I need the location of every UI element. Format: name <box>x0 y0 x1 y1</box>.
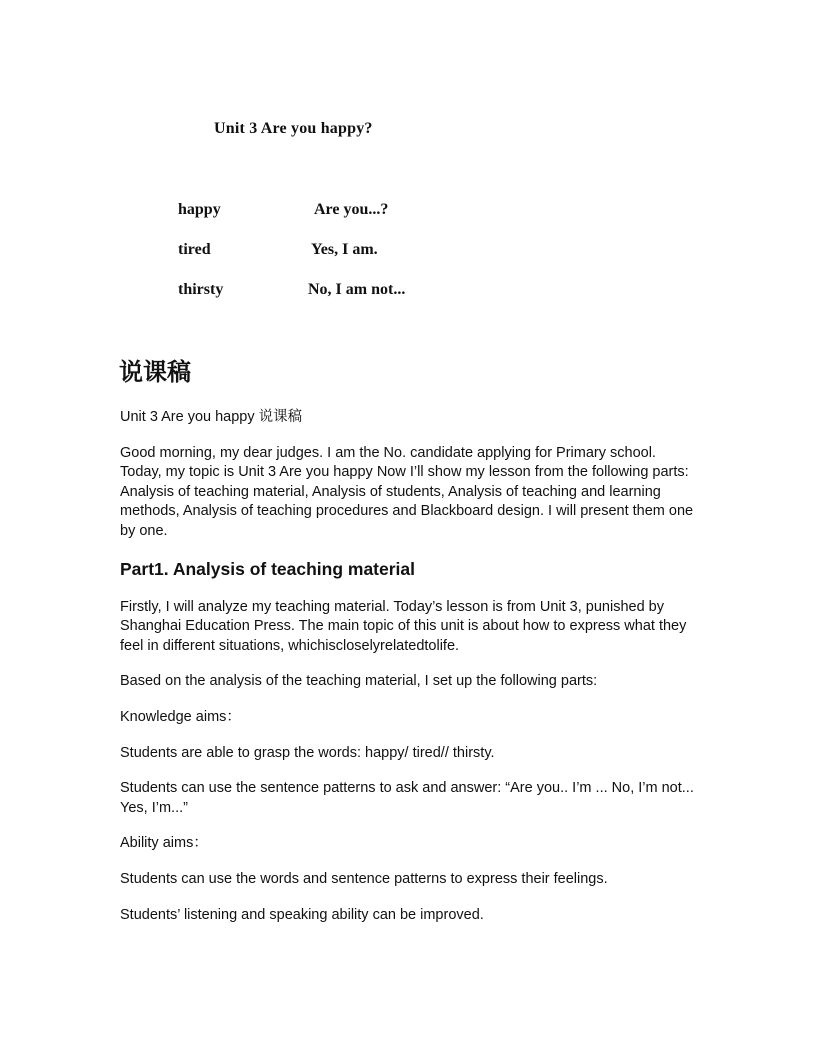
knowledge-aim-item: Students can use the sentence patterns to ask and answer: “Are you.. I’m ... No, I’m not... Yes, I’m...” <box>120 780 694 816</box>
blackboard-row <box>0 241 816 265</box>
part1-heading: Part1. Analysis of teaching material <box>120 558 416 579</box>
knowledge-aims-label: Knowledge aims： <box>120 708 241 725</box>
ability-aim-item: Students can use the words and sentence patterns to express their feelings. <box>120 870 608 887</box>
blackboard-word: happy <box>178 201 221 218</box>
document-heading: 说课稿 <box>119 358 191 386</box>
blackboard-word: thirsty <box>178 281 224 298</box>
blackboard-word: tired <box>178 241 211 258</box>
blackboard-sentence: No, I am not... <box>308 281 406 298</box>
ability-aims-label: Ability aims： <box>120 835 208 852</box>
paragraph: Based on the analysis of the teaching material, I set up the following parts: <box>120 673 598 690</box>
blackboard-title: Unit 3 Are you happy? <box>214 120 373 137</box>
blackboard-sentence: Are you...? <box>314 201 389 218</box>
blackboard-row <box>0 281 816 305</box>
blackboard-sentence: Yes, I am. <box>311 241 378 258</box>
document-body <box>120 408 696 941</box>
blackboard-row <box>0 201 816 225</box>
document-subtitle: Unit 3 Are you happy 说课稿 <box>120 409 303 425</box>
paragraph: Firstly, I will analyze my teaching material. Today’s lesson is from Unit 3, punished by Shanghai Education Press. The main topic of this unit is about how to express what they feel in different situations, whichiscloselyrelatedtolife. <box>120 598 687 654</box>
ability-aim-item: Students’ listening and speaking ability can be improved. <box>120 906 484 923</box>
knowledge-aim-item: Students are able to grasp the words: happy/ tired// thirsty. <box>120 744 495 761</box>
intro-paragraph: Good morning, my dear judges. I am the No. candidate applying for Primary school. Today, my topic is Unit 3 Are you happy Now I’ll show my lesson from the following parts: Analysis of teaching material, Analysis of students, Analysis of teaching and learning methods, Analysis of teaching procedures and Blackboard design. I will present them one by one. <box>120 444 694 539</box>
